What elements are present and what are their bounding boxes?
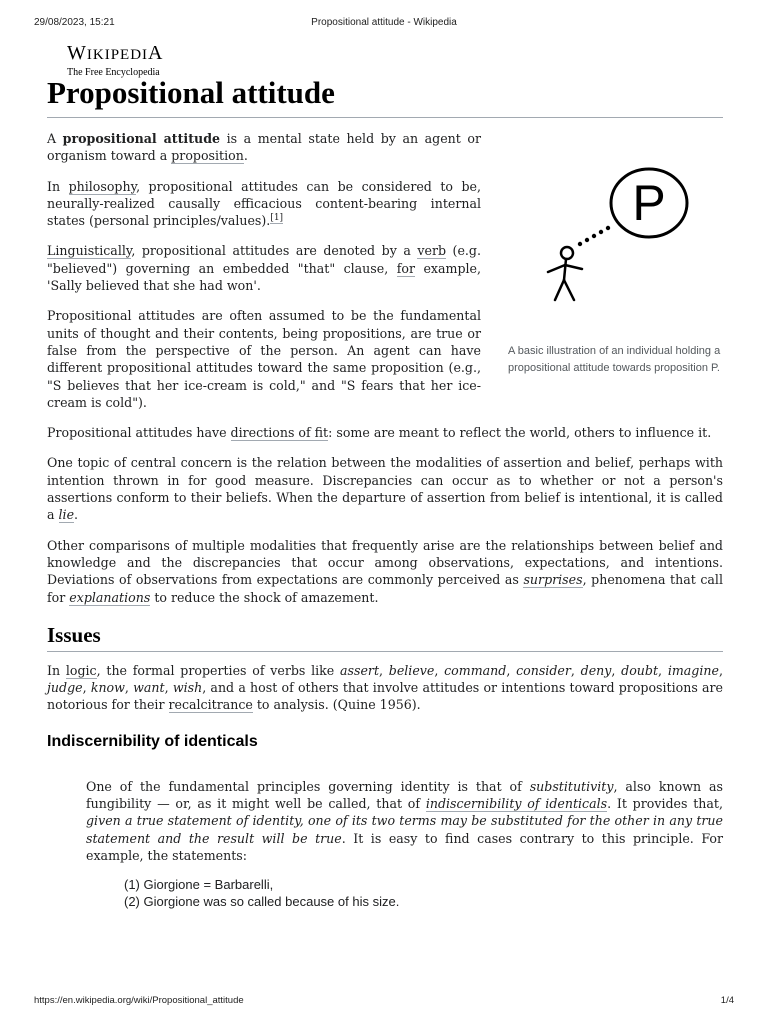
italic-term: deny	[580, 662, 612, 678]
lead-paragraph: In philosophy, propositional attitudes can be considered to be, neurally-realized causally efficacious content-bearing internal states (personal principles/values).[1]	[47, 178, 481, 229]
wiki-link[interactable]: directions of fit	[230, 425, 329, 441]
logo-tagline: The Free Encyclopedia	[67, 67, 160, 78]
italic-term: wish	[172, 680, 203, 696]
wiki-link[interactable]: proposition	[171, 148, 244, 164]
citation-link[interactable]: [1]	[270, 213, 284, 223]
issues-paragraph: In logic, the formal properties of verbs like assert, believe, command, consider, deny, doubt, imagine, judge, know, want, wish, and a host of others that involve attitudes or intentions toward propositions are notorious for their recalcitrance to analysis. (Quine 1956).	[47, 662, 723, 713]
italic-term: believe	[388, 662, 435, 678]
statement-item: (1) Giorgione = Barbarelli,	[124, 877, 274, 893]
bold-term: propositional attitude	[62, 131, 221, 146]
lead-paragraph: A propositional attitude is a mental state held by an agent or organism toward a proposition.	[47, 131, 481, 164]
italic-term: given a true statement of identity, one of its two terms may be substituted for the other in any true statement and the result will be true	[86, 813, 723, 846]
issues-heading: Issues	[47, 621, 723, 652]
print-url: https://en.wikipedia.org/wiki/Propositional_attitude	[34, 995, 244, 1006]
wiki-link[interactable]: lie	[58, 507, 75, 523]
statement-list	[124, 876, 723, 910]
body-paragraph: Other comparisons of multiple modalities that frequently arise are the relationships between belief and knowledge and the discrepancies that occur among observations, expectations, and intentions. Deviations of observations from expectations are commonly perceived as surprises, phenomena that call for explanations to reduce the shock of amazement.	[47, 537, 723, 605]
wiki-link[interactable]: verb	[417, 243, 447, 259]
wiki-link[interactable]: surprises	[523, 572, 583, 588]
body-paragraph: Propositional attitudes have directions of fit: some are meant to reflect the world, others to influence it.	[47, 425, 712, 441]
wiki-link[interactable]: Linguistically	[47, 243, 132, 259]
figure-caption: A basic illustration of an individual holding a propositional attitude towards proposition P.	[508, 345, 721, 374]
wiki-link[interactable]: explanations	[69, 589, 151, 605]
blockquote	[86, 778, 723, 864]
quote-paragraph: One of the fundamental principles governing identity is that of substitutivity, also known as fungibility — or, as it might well be called, that of indiscernibility of identicals. It provides that, given a true statement of identity, one of its two terms may be substituted for the other in any true statement and the result will be true. It is easy to find cases contrary to this principle. For example, the statements:	[86, 778, 723, 863]
wiki-link[interactable]: for	[396, 260, 415, 276]
body-paragraph: One topic of central concern is the relation between the modalities of assertion and belief, perhaps with intention thrown in for good measure. Discrepancies can occur as to whether or not a person's assertions conform to their beliefs. When the departure of assertion from belief is intentional, it is called a lie.	[47, 455, 723, 523]
italic-term: imagine	[667, 662, 719, 678]
lead-paragraph: Propositional attitudes are often assumed to be the fundamental units of thought and their contents, being propositions, are true or false from the perspective of the person. An agent can have different propositional attitudes toward the same proposition (e.g., "S believes that her ice-cream is cold," and "S fears that her ice-cream is cold").	[47, 308, 481, 410]
wiki-link[interactable]: recalcitrance	[168, 697, 253, 713]
statement-item: (2) Giorgione was so called because of his size.	[124, 894, 400, 910]
italic-term: judge	[47, 680, 83, 696]
bubble-letter: P	[632, 175, 666, 231]
page-title: Propositional attitude	[47, 75, 335, 110]
italic-term: consider	[516, 662, 571, 678]
issues-section	[47, 662, 723, 714]
title-rule	[47, 117, 723, 118]
print-page-number: 1/4	[720, 995, 734, 1006]
print-page-title: Propositional attitude - Wikipedia	[311, 17, 457, 28]
wiki-link[interactable]: logic	[65, 662, 97, 678]
italic-term: command	[444, 662, 507, 678]
indiscernibility-heading: Indiscernibility of identicals	[47, 732, 258, 750]
article-content	[47, 130, 723, 910]
italic-term: assert	[340, 662, 379, 678]
italic-term: know	[90, 680, 125, 696]
italic-term: doubt	[621, 662, 659, 678]
lead-section	[47, 130, 723, 411]
print-datetime: 29/08/2023, 15:21	[34, 17, 115, 28]
wiki-link[interactable]: philosophy	[68, 178, 137, 194]
body-section	[47, 424, 723, 606]
wiki-link[interactable]: indiscernibility of identicals	[425, 796, 608, 812]
italic-term: want	[133, 680, 165, 696]
lead-paragraph: Linguistically, propositional attitudes are denoted by a verb (e.g. "believed") governing an embedded "that" clause, for example, 'Sally believed that she had won'.	[47, 243, 482, 294]
logo-wordmark: WIKIPEDIA	[67, 42, 164, 64]
italic-term: substitutivity	[529, 778, 614, 794]
